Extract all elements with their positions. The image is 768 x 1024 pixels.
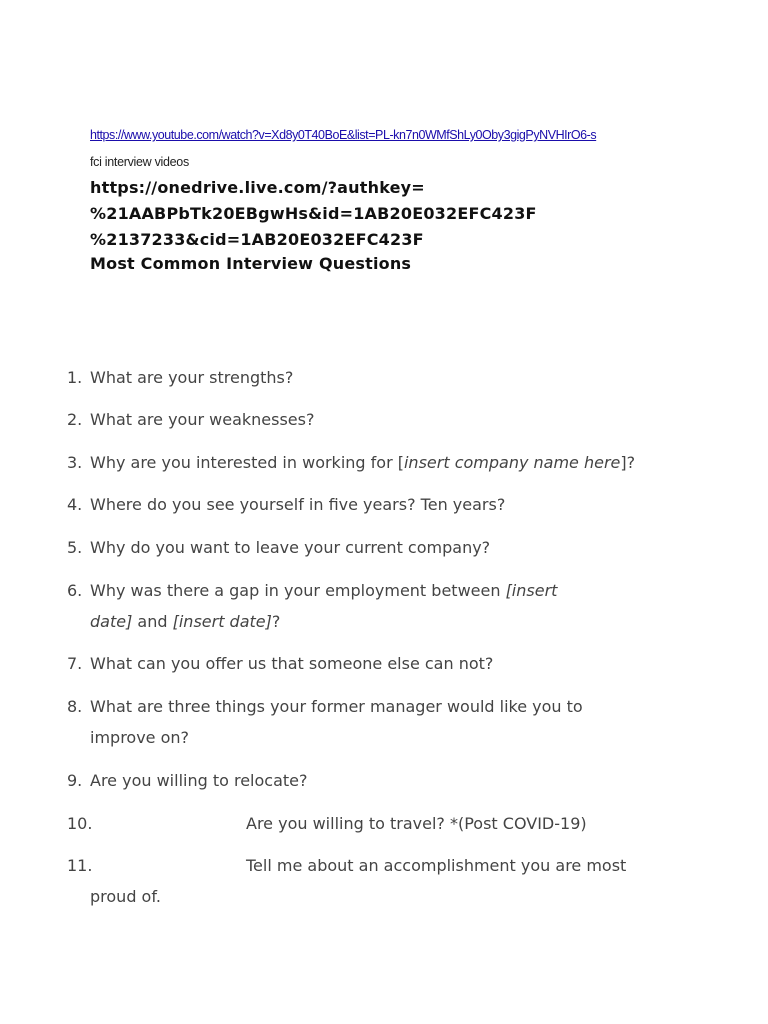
list-number: 5.	[67, 538, 83, 557]
onedrive-url-line-3: %2137233&cid=1AB20E032EFC423F	[90, 230, 424, 249]
question-text: Are you willing to relocate?	[90, 771, 308, 790]
question-text: What are your weaknesses?	[90, 410, 315, 429]
onedrive-url	[90, 175, 610, 253]
question-text-continued: improve on?	[90, 728, 190, 747]
question-text: Are you willing to travel? *(Post COVID-19)	[246, 814, 587, 833]
list-number: 11.	[67, 856, 93, 875]
question-text-continued	[90, 606, 280, 637]
youtube-link[interactable]: https://www.youtube.com/watch?v=Xd8y0T40BoE&list=PL-kn7n0WMfShLy0Oby3gigPyNVHIrO6-s	[90, 128, 597, 142]
question-text-part: ?	[271, 612, 281, 631]
list-number: 3.	[67, 453, 83, 472]
list-number: 4.	[67, 495, 83, 514]
question-text	[90, 575, 557, 606]
link-caption: fci interview videos	[90, 155, 189, 169]
list-number: 9.	[67, 771, 83, 790]
list-number: 8.	[67, 697, 83, 716]
onedrive-url-line-2: %21AABPbTk20EBgwHs&id=1AB20E032EFC423F	[90, 204, 537, 223]
list-number: 7.	[67, 654, 83, 673]
question-placeholder: date]	[90, 612, 133, 631]
question-text-part: Why was there a gap in your employment between	[90, 581, 506, 600]
list-number: 1.	[67, 368, 83, 387]
question-text: Why do you want to leave your current company?	[90, 538, 491, 557]
question-placeholder: insert company name here	[403, 453, 621, 472]
question-text: Tell me about an accomplishment you are most	[246, 856, 627, 875]
question-text: Where do you see yourself in five years? Ten years?	[90, 495, 506, 514]
onedrive-url-line-1: https://onedrive.live.com/?authkey=	[90, 178, 425, 197]
list-number: 10.	[67, 814, 93, 833]
question-text: What are your strengths?	[90, 368, 294, 387]
question-text-part: ]?	[620, 453, 636, 472]
question-text-part: Why are you interested in working for [	[90, 453, 404, 472]
question-text	[90, 447, 635, 478]
question-placeholder: [insert date]	[172, 612, 272, 631]
question-placeholder: [insert	[505, 581, 558, 600]
question-text-part: and	[132, 612, 173, 631]
section-heading: Most Common Interview Questions	[90, 254, 412, 273]
list-number: 6.	[67, 581, 83, 600]
question-text-continued: proud of.	[90, 887, 161, 906]
question-text: What are three things your former manager would like you to	[90, 697, 583, 716]
question-text: What can you offer us that someone else can not?	[90, 654, 494, 673]
list-number: 2.	[67, 410, 83, 429]
